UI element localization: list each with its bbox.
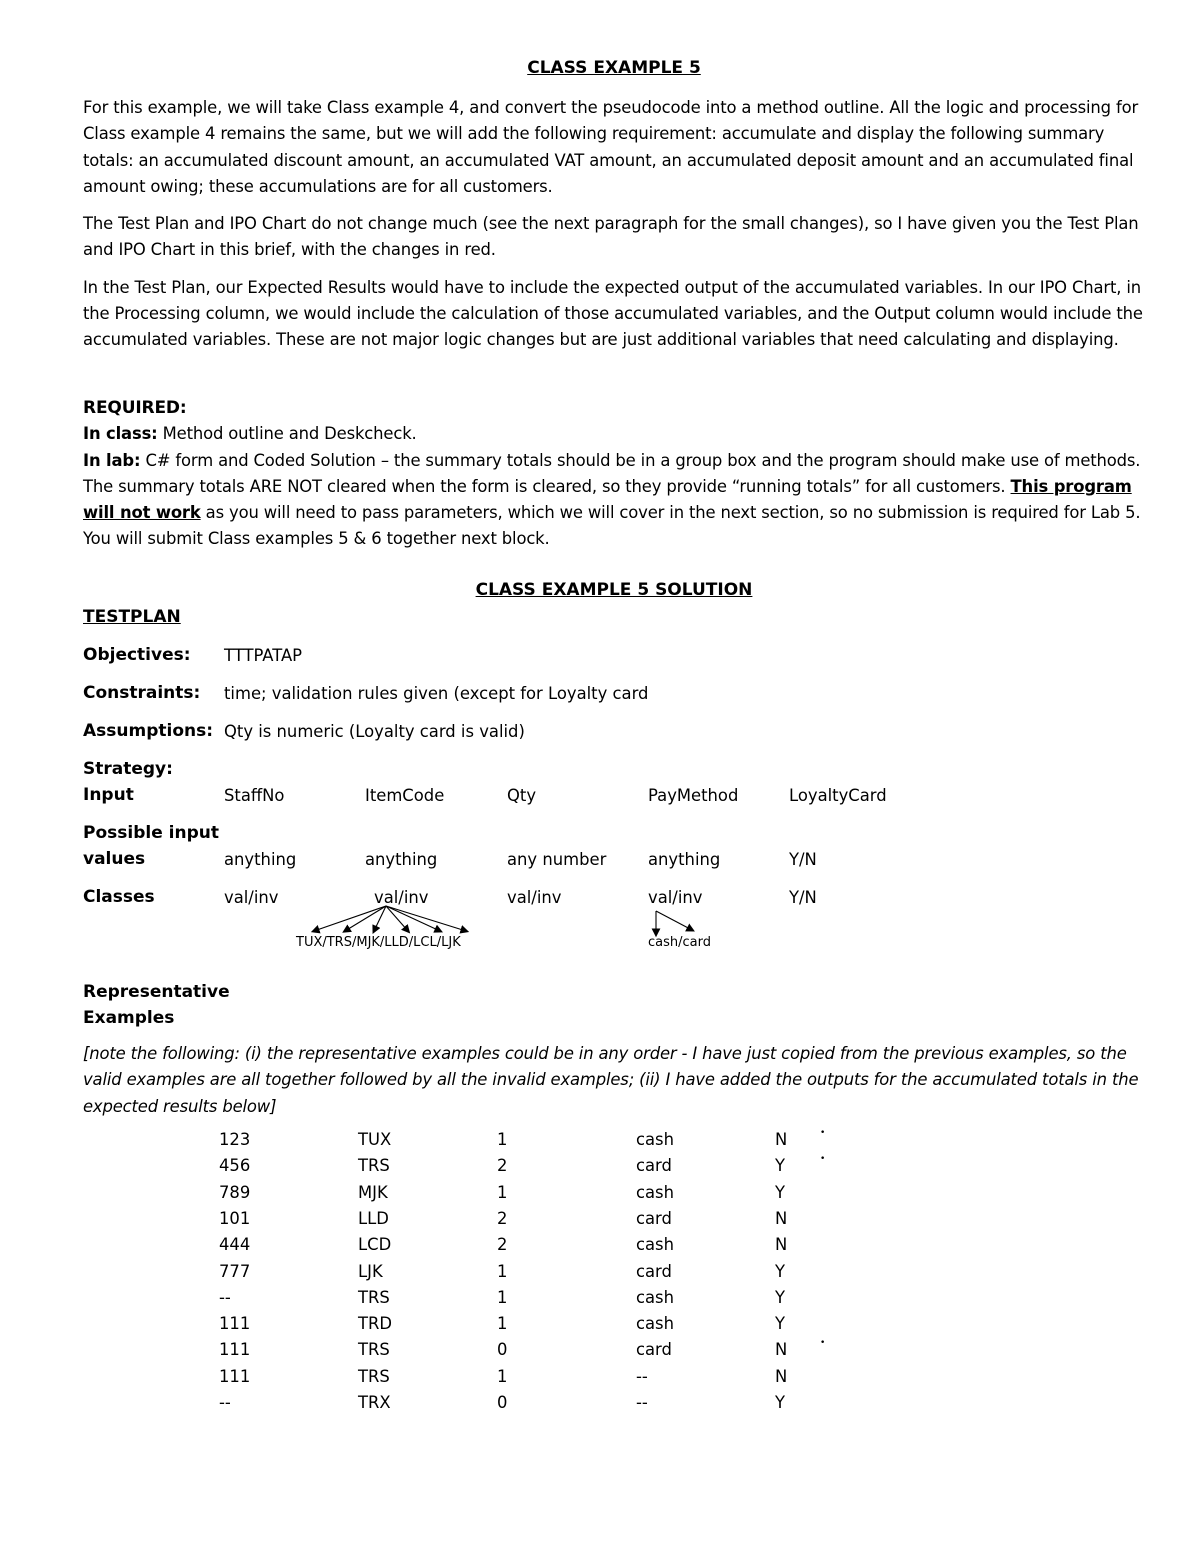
classes-paymethod: val/inv bbox=[648, 888, 703, 907]
example-staffno: 444 bbox=[219, 1235, 251, 1255]
example-staffno: -- bbox=[219, 1287, 231, 1307]
example-itemcode: MJK bbox=[358, 1182, 388, 1202]
strategy-label: Strategy: bbox=[83, 759, 173, 779]
example-loyaltycard: N bbox=[775, 1340, 788, 1360]
representative-label-line-2: Examples bbox=[83, 1008, 175, 1028]
example-qty: 1 bbox=[497, 1130, 508, 1149]
example-qty: 1 bbox=[497, 1182, 508, 1202]
classes-loyaltycard: Y/N bbox=[789, 888, 817, 907]
constraints-value: time; validation rules given (except for Loyalty card bbox=[224, 684, 649, 703]
example-itemcode: TRS bbox=[358, 1340, 390, 1360]
example-paymethod: cash bbox=[636, 1314, 674, 1334]
objectives-value: TTTPATAP bbox=[224, 646, 303, 665]
input-col-loyaltycard: LoyaltyCard bbox=[789, 786, 887, 805]
classes-label: Classes bbox=[83, 887, 155, 907]
example-paymethod: card bbox=[636, 1156, 672, 1176]
example-staffno: -- bbox=[219, 1393, 231, 1412]
page-title: CLASS EXAMPLE 5 bbox=[527, 58, 701, 78]
classes-staffno: val/inv bbox=[224, 888, 279, 907]
representative-label-line-1: Representative bbox=[83, 982, 230, 1002]
example-qty: 2 bbox=[497, 1208, 508, 1228]
in-class-text: Method outline and Deskcheck. bbox=[157, 424, 417, 444]
classes-itemcode: val/inv bbox=[374, 888, 429, 907]
possible-itemcode: anything bbox=[365, 850, 438, 869]
arrow-ljk bbox=[386, 906, 466, 931]
example-itemcode: LLD bbox=[358, 1208, 389, 1228]
example-itemcode: LJK bbox=[358, 1261, 383, 1281]
input-label: Input bbox=[83, 785, 134, 805]
example-paymethod: cash bbox=[636, 1130, 674, 1149]
input-col-itemcode: ItemCode bbox=[365, 786, 445, 805]
input-col-paymethod: PayMethod bbox=[648, 786, 739, 805]
example-paymethod: -- bbox=[636, 1393, 648, 1412]
possible-paymethod: anything bbox=[648, 850, 721, 869]
representative-note: [note the following: (i) the representative examples could be in any order - I have just copied from the previous examples, so the valid examples are all together followed by all the invalid examples; (ii) I have added the outputs for the accumulated totals in the expected results below] bbox=[83, 1044, 1139, 1116]
itemcode-subclasses: TUX/TRS/MJK/LLD/LCL/LJK bbox=[296, 935, 461, 950]
example-qty: 2 bbox=[497, 1156, 508, 1176]
possible-label-line-1: Possible input bbox=[83, 823, 219, 843]
example-staffno: 456 bbox=[219, 1156, 251, 1176]
example-marker: • bbox=[820, 1338, 826, 1349]
in-lab-label: In lab: bbox=[83, 450, 141, 470]
constraints-label: Constraints: bbox=[83, 683, 201, 703]
assumptions-label: Assumptions: bbox=[83, 721, 214, 741]
input-col-qty: Qty bbox=[507, 786, 537, 805]
example-paymethod: -- bbox=[636, 1366, 648, 1386]
example-loyaltycard: N bbox=[775, 1130, 788, 1149]
objectives-label: Objectives: bbox=[83, 645, 191, 665]
example-loyaltycard: Y bbox=[775, 1261, 786, 1281]
example-staffno: 101 bbox=[219, 1208, 251, 1228]
example-itemcode: TUX bbox=[358, 1130, 392, 1149]
input-col-staffno: StaffNo bbox=[224, 786, 285, 805]
solution-title: CLASS EXAMPLE 5 SOLUTION bbox=[475, 580, 753, 600]
example-loyaltycard: Y bbox=[775, 1182, 786, 1202]
example-itemcode: TRS bbox=[358, 1366, 390, 1386]
possible-staffno: anything bbox=[224, 850, 297, 869]
example-loyaltycard: Y bbox=[775, 1393, 786, 1412]
required-heading: REQUIRED: bbox=[83, 398, 187, 418]
paymethod-subclasses: cash/card bbox=[648, 935, 711, 950]
testplan-heading: TESTPLAN bbox=[83, 607, 181, 627]
arrow-lcl bbox=[386, 906, 440, 931]
example-paymethod: cash bbox=[636, 1235, 674, 1255]
classes-qty: val/inv bbox=[507, 888, 562, 907]
example-itemcode: TRS bbox=[358, 1287, 390, 1307]
assumptions-value: Qty is numeric (Loyalty card is valid) bbox=[224, 722, 525, 741]
example-qty: 1 bbox=[497, 1287, 508, 1307]
example-paymethod: cash bbox=[636, 1287, 674, 1307]
in-class-label: In class: bbox=[83, 424, 158, 444]
example-qty: 1 bbox=[497, 1261, 508, 1281]
example-staffno: 111 bbox=[219, 1340, 251, 1360]
example-paymethod: cash bbox=[636, 1182, 674, 1202]
example-loyaltycard: N bbox=[775, 1366, 788, 1386]
intro-paragraph-1: For this example, we will take Class example 4, and convert the pseudocode into a method outline. All the logic and processing for Class example 4 remains the same, but we will add the following requirement: accumulate and display the following summary totals: an accumulated discount amount, an accumulated VAT amount, an accumulated deposit amount and an accumulated final amount owing; these accumulations are for all customers. bbox=[83, 98, 1139, 196]
example-qty: 1 bbox=[497, 1314, 508, 1334]
example-itemcode: TRX bbox=[358, 1393, 391, 1412]
example-paymethod: card bbox=[636, 1261, 672, 1281]
possible-loyaltycard: Y/N bbox=[789, 850, 817, 869]
example-itemcode: LCD bbox=[358, 1235, 392, 1255]
possible-qty: any number bbox=[507, 850, 607, 869]
example-paymethod: card bbox=[636, 1340, 672, 1360]
example-paymethod: card bbox=[636, 1208, 672, 1228]
possible-label-line-2: values bbox=[83, 849, 146, 869]
example-qty: 0 bbox=[497, 1340, 508, 1360]
example-staffno: 111 bbox=[219, 1366, 251, 1386]
example-marker: • bbox=[820, 1128, 826, 1138]
example-marker: • bbox=[820, 1154, 826, 1165]
example-loyaltycard: Y bbox=[775, 1156, 786, 1176]
example-qty: 0 bbox=[497, 1393, 508, 1412]
intro-paragraph-2: The Test Plan and IPO Chart do not change much (see the next paragraph for the small changes), so I have given you the Test Plan and IPO Chart in this brief, with the changes in red. bbox=[83, 214, 1139, 260]
example-itemcode: TRD bbox=[358, 1314, 393, 1334]
example-loyaltycard: Y bbox=[775, 1287, 786, 1307]
example-loyaltycard: N bbox=[775, 1235, 788, 1255]
in-lab-text-2: as you will need to pass parameters, which we will cover in the next section, so no submission is required for Lab 5. You will submit Class examples 5 & 6 together next block. bbox=[83, 503, 1141, 549]
intro-paragraph-3: In the Test Plan, our Expected Results would have to include the expected output of the accumulated variables. In our IPO Chart, in the Processing column, we would include the calculation of those accumulated variables, and the Output column would include the accumulated variables. These are not major logic changes but are just additional variables that need calculating and displaying. bbox=[83, 277, 1143, 350]
example-loyaltycard: Y bbox=[775, 1314, 786, 1334]
example-staffno: 777 bbox=[219, 1261, 251, 1281]
example-loyaltycard: N bbox=[775, 1208, 788, 1228]
example-qty: 1 bbox=[497, 1366, 508, 1386]
example-itemcode: TRS bbox=[358, 1156, 390, 1176]
example-staffno: 123 bbox=[219, 1130, 251, 1149]
example-staffno: 789 bbox=[219, 1182, 251, 1202]
arrow-card bbox=[656, 911, 692, 930]
example-qty: 2 bbox=[497, 1235, 508, 1255]
example-staffno: 111 bbox=[219, 1314, 251, 1334]
in-lab-text-1: C# form and Coded Solution – the summary totals should be in a group box and the program should make use of methods. The summary totals ARE NOT cleared when the form is cleared, so they provide “running totals” for all customers. bbox=[83, 450, 1141, 496]
in-lab-emphasis: This program will not work bbox=[83, 476, 1132, 523]
